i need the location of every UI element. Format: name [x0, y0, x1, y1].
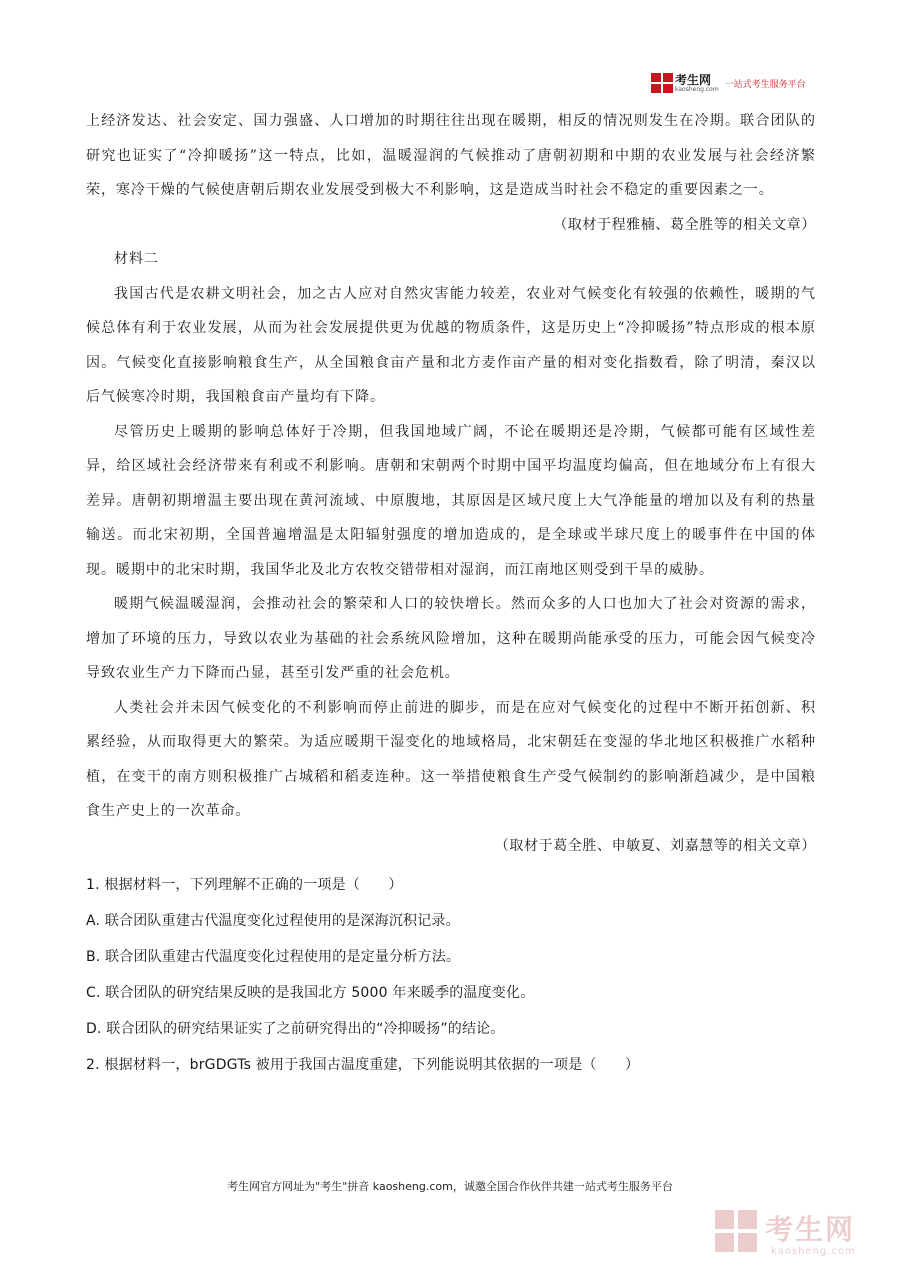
brand-header [651, 72, 806, 94]
answer-option-a: A. 联合团队重建古代温度变化过程使用的是深海沉积记录。 [86, 913, 460, 929]
brand-name: 考生网 [675, 72, 712, 87]
source-citation: （取材于葛全胜、申敏夏、刘嘉慧等的相关文章） [494, 837, 816, 854]
paragraph: 上经济发达、社会安定、国力强盛、人口增加的时期往往出现在暖期，相反的情况则发生在冷期。联合团队的研究也证实了“冷抑暖扬”这一特点，比如，温暖湿润的气候推动了唐朝初期和中期的农业发展与社会经济繁荣，寒冷干燥的气候使唐朝后期农业发展受到极大不利影响，这是造成当时社会不稳定的重要因素之一。 [86, 113, 816, 198]
document-body [86, 104, 816, 1083]
question-stem: 2. 根据材料一，brGDGTs 被用于我国古温度重建，下列能说明其依据的一项是（ ） [86, 1057, 640, 1073]
watermark [715, 1208, 885, 1266]
answer-option-b: B. 联合团队重建古代温度变化过程使用的是定量分析方法。 [86, 949, 461, 965]
watermark-logo-icon [715, 1210, 757, 1252]
kaosheng-logo-icon [651, 73, 673, 93]
footer-notice: 考生网官方网址为"考生"拼音 kaosheng.com，诚邀全国合作伙伴共建一站式考生服务平台 [227, 1180, 673, 1193]
watermark-name: 考生网 [765, 1213, 856, 1246]
answer-option-d: D. 联合团队的研究结果证实了之前研究得出的“冷抑暖扬”的结论。 [86, 1021, 505, 1037]
section-heading: 材料二 [114, 251, 159, 267]
paragraph: 暖期气候温暖湿润，会推动社会的繁荣和人口的较快增长。然而众多的人口也加大了社会对资源的需求，增加了环境的压力，导致以农业为基础的社会系统风险增加，这种在暖期尚能承受的压力，可能会因气候变冷导致农业生产力下降而凸显，甚至引发严重的社会危机。 [86, 596, 816, 681]
answer-option-c: C. 联合团队的研究结果反映的是我国北方 5000 年来暖季的温度变化。 [86, 985, 535, 1001]
source-citation: （取材于程雅楠、葛全胜等的相关文章） [553, 216, 816, 233]
question-stem: 1. 根据材料一，下列理解不正确的一项是（ ） [86, 877, 403, 893]
brand-slogan: 一站式考生服务平台 [724, 79, 806, 90]
watermark-domain: kaosheng.com [771, 1246, 856, 1257]
brand-text [675, 74, 719, 93]
paragraph: 我国古代是农耕文明社会，加之古人应对自然灾害能力较差，农业对气候变化有较强的依赖性，暖期的气候总体有利于农业发展，从而为社会发展提供更为优越的物质条件，这是历史上“冷抑暖扬”特点形成的根本原因。气候变化直接影响粮食生产，从全国粮食亩产量和北方麦作亩产量的相对变化指数看，除了明清，秦汉以后气候寒冷时期，我国粮食亩产量均有下降。 [86, 285, 816, 405]
paragraph: 人类社会并未因气候变化的不利影响而停止前进的脚步，而是在应对气候变化的过程中不断开拓创新、积累经验，从而取得更大的繁荣。为适应暖期干湿变化的地域格局，北宋朝廷在变湿的华北地区积极推广水稻种植，在变干的南方则积极推广占城稻和稻麦连种。这一举措使粮食生产受气候制约的影响渐趋减少，是中国粮食生产史上的一次革命。 [86, 699, 816, 819]
brand-domain: kaosheng.com [675, 85, 719, 93]
paragraph: 尽管历史上暖期的影响总体好于冷期，但我国地域广阔，不论在暖期还是冷期，气候都可能有区域性差异，给区域社会经济带来有利或不利影响。唐朝和宋朝两个时期中国平均温度均偏高，但在地域分布上有很大差异。唐朝初期增温主要出现在黄河流域、中原腹地，其原因是区域尺度上大气净能量的增加以及有利的热量输送。而北宋初期，全国普遍增温是太阳辐射强度的增加造成的，是全球或半球尺度上的暖事件在中国的体现。暖期中的北宋时期，我国华北及北方农牧交错带相对湿润，而江南地区则受到干旱的威胁。 [86, 423, 816, 578]
